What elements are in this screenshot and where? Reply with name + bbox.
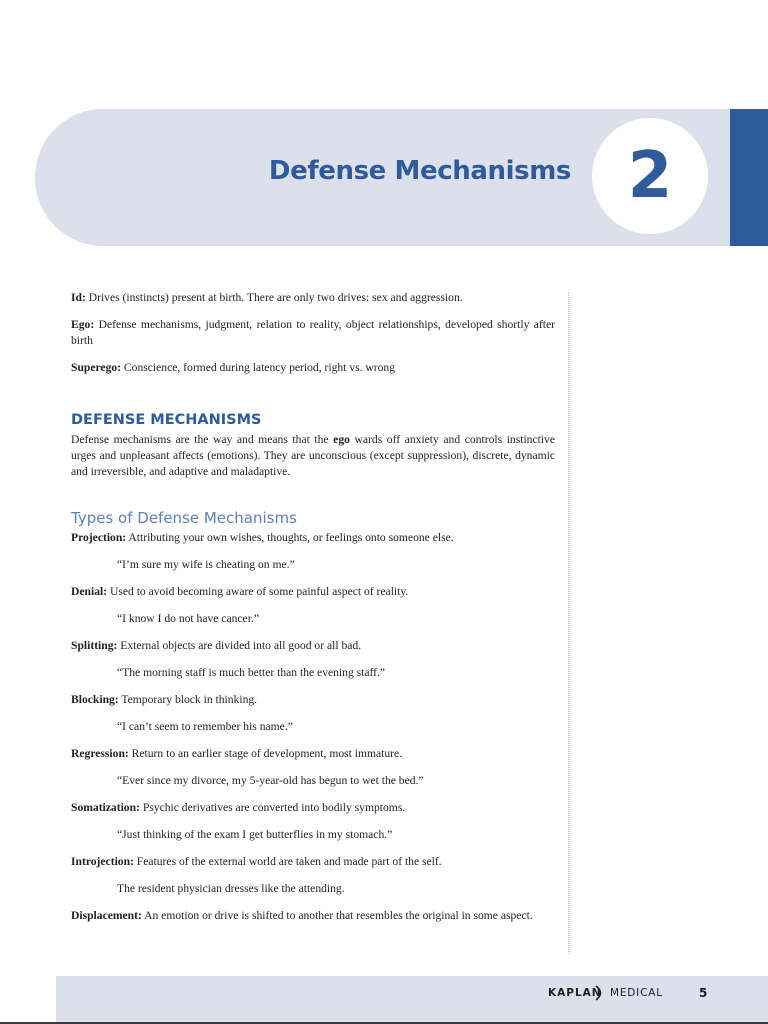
definition: Attributing your own wishes, thoughts, or feelings onto someone else. (126, 531, 454, 544)
definition: An emotion or drive is shifted to another that resembles the original in some aspect. (141, 909, 533, 922)
term: Splitting: (71, 639, 118, 652)
mechanism-example: “Ever since my divorce, my 5-year-old has begun to wet the bed.” (117, 774, 424, 787)
term: Somatization: (71, 801, 140, 814)
kaplan-logo: KAPLAN (548, 987, 602, 999)
kaplan-medical-label: MEDICAL (610, 987, 663, 999)
mechanism-list (71, 530, 555, 924)
mechanism-definition (71, 800, 555, 816)
definition: Return to an earlier stage of development, most immature. (128, 747, 403, 760)
mechanism-example: “I’m sure my wife is cheating on me.” (117, 558, 295, 571)
term: Introjection: (71, 855, 134, 868)
definition: External objects are divided into all good or all bad. (117, 639, 362, 652)
page-number: 5 (699, 986, 708, 1000)
mechanism-definition (71, 638, 555, 654)
intro-id (71, 290, 555, 306)
definition: Drives (instincts) present at birth. There are only two drives: sex and aggression. (85, 291, 463, 304)
term: Id: (71, 291, 86, 304)
mechanism-example: “I know I do not have cancer.” (117, 612, 259, 625)
mechanism-example: The resident physician dresses like the attending. (117, 882, 345, 895)
mechanism-definition (71, 854, 555, 870)
mechanism-definition (71, 908, 555, 924)
kaplan-swoosh-icon (594, 985, 606, 1001)
margin-rule (568, 292, 569, 954)
mechanism-example: “I can’t seem to remember his name.” (117, 720, 293, 733)
intro-ego (71, 317, 555, 349)
footer-band (56, 976, 768, 1022)
subsection-heading: Types of Defense Mechanisms (71, 509, 297, 527)
section-heading: DEFENSE MECHANISMS (71, 412, 262, 428)
term: Displacement: (71, 909, 142, 922)
section-text-before: Defense mechanisms are the way and means that the (71, 433, 334, 446)
mechanism-example: “Just thinking of the exam I get butterflies in my stomach.” (117, 828, 393, 841)
term: Regression: (71, 747, 129, 760)
term: Projection: (71, 531, 127, 544)
definition: Psychic derivatives are converted into bodily symptoms. (139, 801, 406, 814)
page-body (71, 290, 555, 924)
chapter-title: Defense Mechanisms (268, 156, 571, 186)
definition: Conscience, formed during latency period, right vs. wrong (121, 361, 396, 374)
chapter-number: 2 (627, 139, 673, 213)
term: Blocking: (71, 693, 119, 706)
mechanism-definition (71, 746, 555, 762)
section-paragraph (71, 432, 555, 480)
chapter-banner-edge (730, 109, 768, 246)
section-bold-word: ego (333, 433, 350, 446)
intro-superego (71, 360, 555, 376)
section-text-after: wards off anxiety and controls instinctive urges and unpleasant affects (emotions). They are unconscious (except suppression), discrete, dynamic and irreversible, and adaptive and maladaptive. (71, 433, 555, 478)
definition: Used to avoid becoming aware of some painful aspect of reality. (107, 585, 409, 598)
mechanism-definition (71, 692, 555, 708)
term: Ego: (71, 318, 95, 331)
definition: Defense mechanisms, judgment, relation to reality, object relationships, developed shortly after birth (71, 318, 555, 347)
mechanism-definition (71, 530, 555, 546)
mechanism-definition (71, 584, 555, 600)
term: Denial: (71, 585, 108, 598)
definition: Temporary block in thinking. (118, 693, 258, 706)
term: Superego: (71, 361, 122, 374)
definition: Features of the external world are taken and made part of the self. (133, 855, 442, 868)
mechanism-example: “The morning staff is much better than the evening staff.” (117, 666, 386, 679)
